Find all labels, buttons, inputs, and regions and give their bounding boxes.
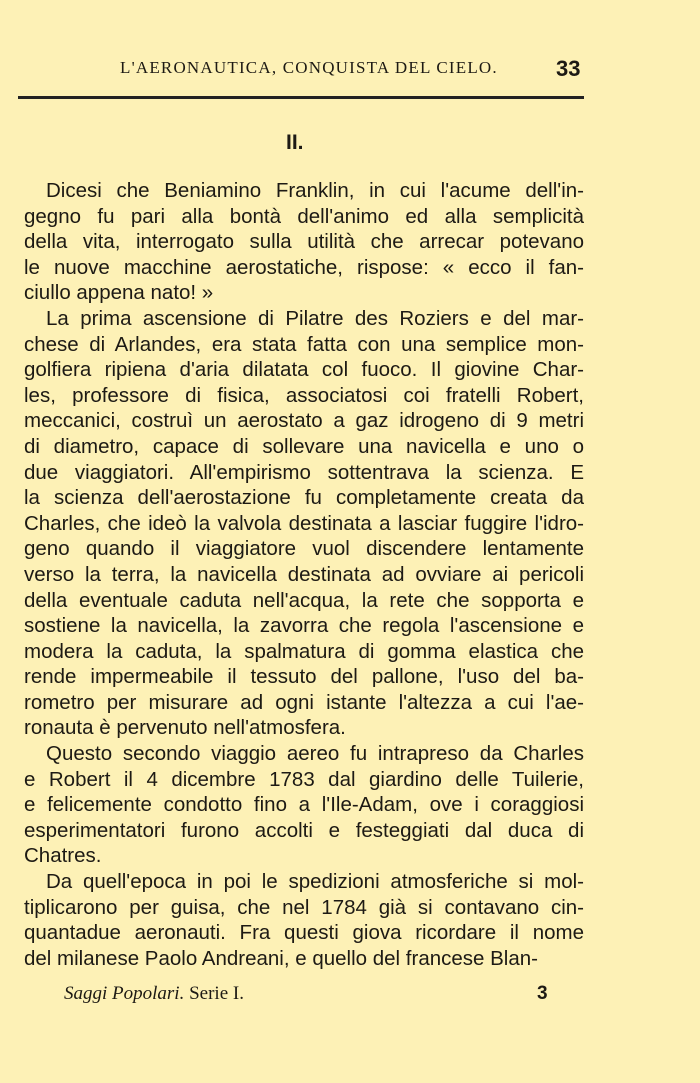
text-line: geno quando il viaggiatore vuol discendere lentamente (24, 537, 584, 561)
text-line: esperimentatori furono accolti e festeggiati dal duca di (24, 818, 584, 842)
section-heading: II. (286, 131, 304, 154)
running-head: L'AERONAUTICA, CONQUISTA DEL CIELO. (120, 58, 498, 77)
text-line: quantadue aeronauti. Fra questi giova ricordare il nome (24, 921, 584, 945)
text-line: e felicemente condotto fino a l'Ile-Adam, ove i coraggiosi (24, 793, 584, 817)
text-line: Charles, che ideò la valvola destinata a lasciar fuggire l'idro- (24, 511, 584, 535)
text-line: meccanici, costruì un aerostato a gaz idrogeno di 9 metri (24, 409, 584, 433)
footer-series (64, 983, 244, 1005)
signature-mark: 3 (537, 983, 548, 1004)
text-line: gegno fu pari alla bontà dell'animo ed alla semplicità (24, 204, 584, 228)
text-line: modera la caduta, la spalmatura di gomma elastica che (24, 639, 584, 663)
text-line: di diametro, capace di sollevare una navicella e uno o (24, 434, 584, 458)
text-line: Questo secondo viaggio aereo fu intrapreso da Charles (46, 742, 584, 766)
text-line: due viaggiatori. All'empirismo sottentrava la scienza. E (24, 460, 584, 484)
text-line: golfiera ripiena d'aria dilatata col fuoco. Il giovine Char- (24, 358, 584, 382)
text-line: les, professore di fisica, associatosi coi fratelli Robert, (24, 383, 584, 407)
text-line: chese di Arlandes, era stata fatta con una semplice mon- (24, 332, 584, 356)
page-number: 33 (556, 56, 581, 81)
text-line: Da quell'epoca in poi le spedizioni atmosferiche si mol- (46, 870, 584, 894)
footer-series-number: Serie I. (189, 983, 244, 1004)
text-line: della eventuale caduta nell'acqua, la rete che sopporta e (24, 588, 584, 612)
text-line: sostiene la navicella, la zavorra che regola l'ascensione e (24, 614, 584, 638)
text-line: e Robert il 4 dicembre 1783 dal giardino delle Tuilerie, (24, 767, 584, 791)
text-line: verso la terra, la navicella destinata ad ovviare ai pericoli (24, 562, 584, 586)
body-text (24, 178, 584, 971)
text-line: ronauta è pervenuto nell'atmosfera. (24, 716, 346, 740)
footer-series-title: Saggi Popolari. (64, 983, 185, 1004)
text-line: la scienza dell'aerostazione fu completamente creata da (24, 486, 584, 510)
text-line: rende impermeabile il tessuto del pallone, l'uso del ba- (24, 665, 584, 689)
text-line: del milanese Paolo Andreani, e quello del francese Blan- (24, 946, 538, 970)
text-line: ciullo appena nato! » (24, 281, 214, 305)
header-rule (18, 96, 584, 99)
text-line: rometro per misurare ad ogni istante l'altezza a cui l'ae- (24, 690, 584, 714)
text-line: La prima ascensione di Pilatre des Roziers e del mar- (46, 306, 584, 330)
text-line: Chatres. (24, 844, 102, 868)
text-line: tiplicarono per guisa, che nel 1784 già si contavano cin- (24, 895, 584, 919)
text-line: Dicesi che Beniamino Franklin, in cui l'acume dell'in- (46, 179, 584, 202)
text-line: le nuove macchine aerostatiche, rispose: « ecco il fan- (24, 255, 584, 279)
text-line: della vita, interrogato sulla utilità che arrecar potevano (24, 230, 584, 254)
